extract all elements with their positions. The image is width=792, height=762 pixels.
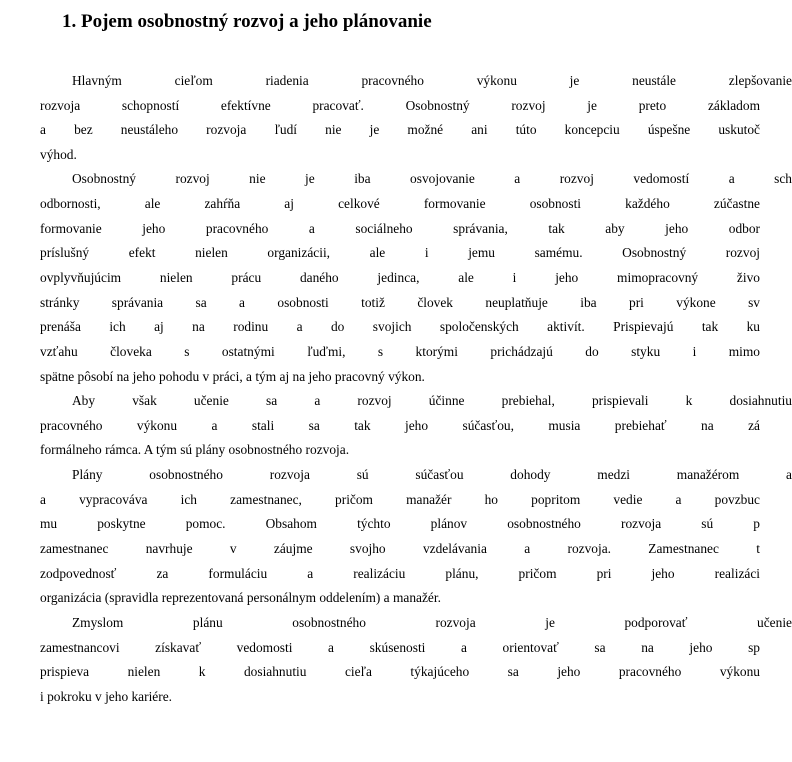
text-line: pracovného výkonu a stali sa tak jeho súčasťou, musia prebiehať na zá: [40, 418, 760, 433]
text-line: spätne pôsobí na jeho pohodu v práci, a tým aj na jeho pracovný výkon.: [40, 369, 425, 384]
text-line: formovanie jeho pracovného a sociálneho správania, tak aby jeho odbor: [40, 221, 760, 236]
text-line: zamestnancovi získavať vedomosti a skúsenosti a orientovať sa na jeho sp: [40, 640, 760, 655]
chapter-heading: 1. Pojem osobnostný rozvoj a jeho plánovanie: [62, 11, 432, 32]
text-line: odbornosti, ale zahŕňa aj celkové formovanie osobnosti každého zúčastne: [40, 196, 760, 211]
text-line: vzťahu človeka s ostatnými ľuďmi, s ktorými prichádzajú do styku i mimo: [40, 344, 760, 359]
text-line: Osobnostný rozvoj nie je iba osvojovanie a rozvoj vedomostí a sch: [72, 171, 792, 186]
text-line: Zmyslom plánu osobnostného rozvoja je podporovať učenie: [72, 615, 792, 630]
text-line: a bez neustáleho rozvoja ľudí nie je možné ani túto koncepciu úspešne uskutoč: [40, 122, 760, 137]
text-line: i pokroku v jeho kariére.: [40, 689, 173, 704]
text-line: mu poskytne pomoc. Obsahom týchto plánov osobnostného rozvoja sú p: [40, 516, 760, 531]
text-line: prenáša ich aj na rodinu a do svojich spoločenských aktivít. Prispievajú tak ku: [40, 319, 760, 334]
text-line: výhod.: [40, 147, 77, 162]
text-line: rozvoja schopností efektívne pracovať. Osobnostný rozvoj je preto základom: [40, 98, 760, 113]
text-line: Plány osobnostného rozvoja sú súčasťou dohody medzi manažérom a: [72, 467, 792, 482]
text-line: Hlavným cieľom riadenia pracovného výkonu je neustále zlepšovanie: [72, 73, 792, 88]
text-line: a vypracováva ich zamestnanec, pričom manažér ho popritom vedie a povzbuc: [40, 492, 760, 507]
text-line: organizácia (spravidla reprezentovaná personálnym oddelením) a manažér.: [40, 590, 441, 605]
text-line: formálneho rámca. A tým sú plány osobnostného rozvoja.: [40, 442, 350, 457]
text-line: zamestnanec navrhuje v záujme svojho vzdelávania a rozvoja. Zamestnanec t: [40, 541, 760, 556]
text-line: zodpovednosť za formuláciu a realizáciu plánu, pričom pri jeho realizáci: [40, 566, 760, 581]
text-line: prispieva nielen k dosiahnutiu cieľa týkajúceho sa jeho pracovného výkonu: [40, 664, 760, 679]
text-line: Aby však učenie sa a rozvoj účinne prebiehal, prispievali k dosiahnutiu: [72, 393, 792, 408]
text-line: ovplyvňujúcim nielen prácu daného jedinca, ale i jeho mimopracovný živo: [40, 270, 760, 285]
text-line: stránky správania sa a osobnosti totiž človek neuplatňuje iba pri výkone sv: [40, 295, 760, 310]
text-line: príslušný efekt nielen organizácii, ale i jemu samému. Osobnostný rozvoj: [40, 245, 760, 260]
